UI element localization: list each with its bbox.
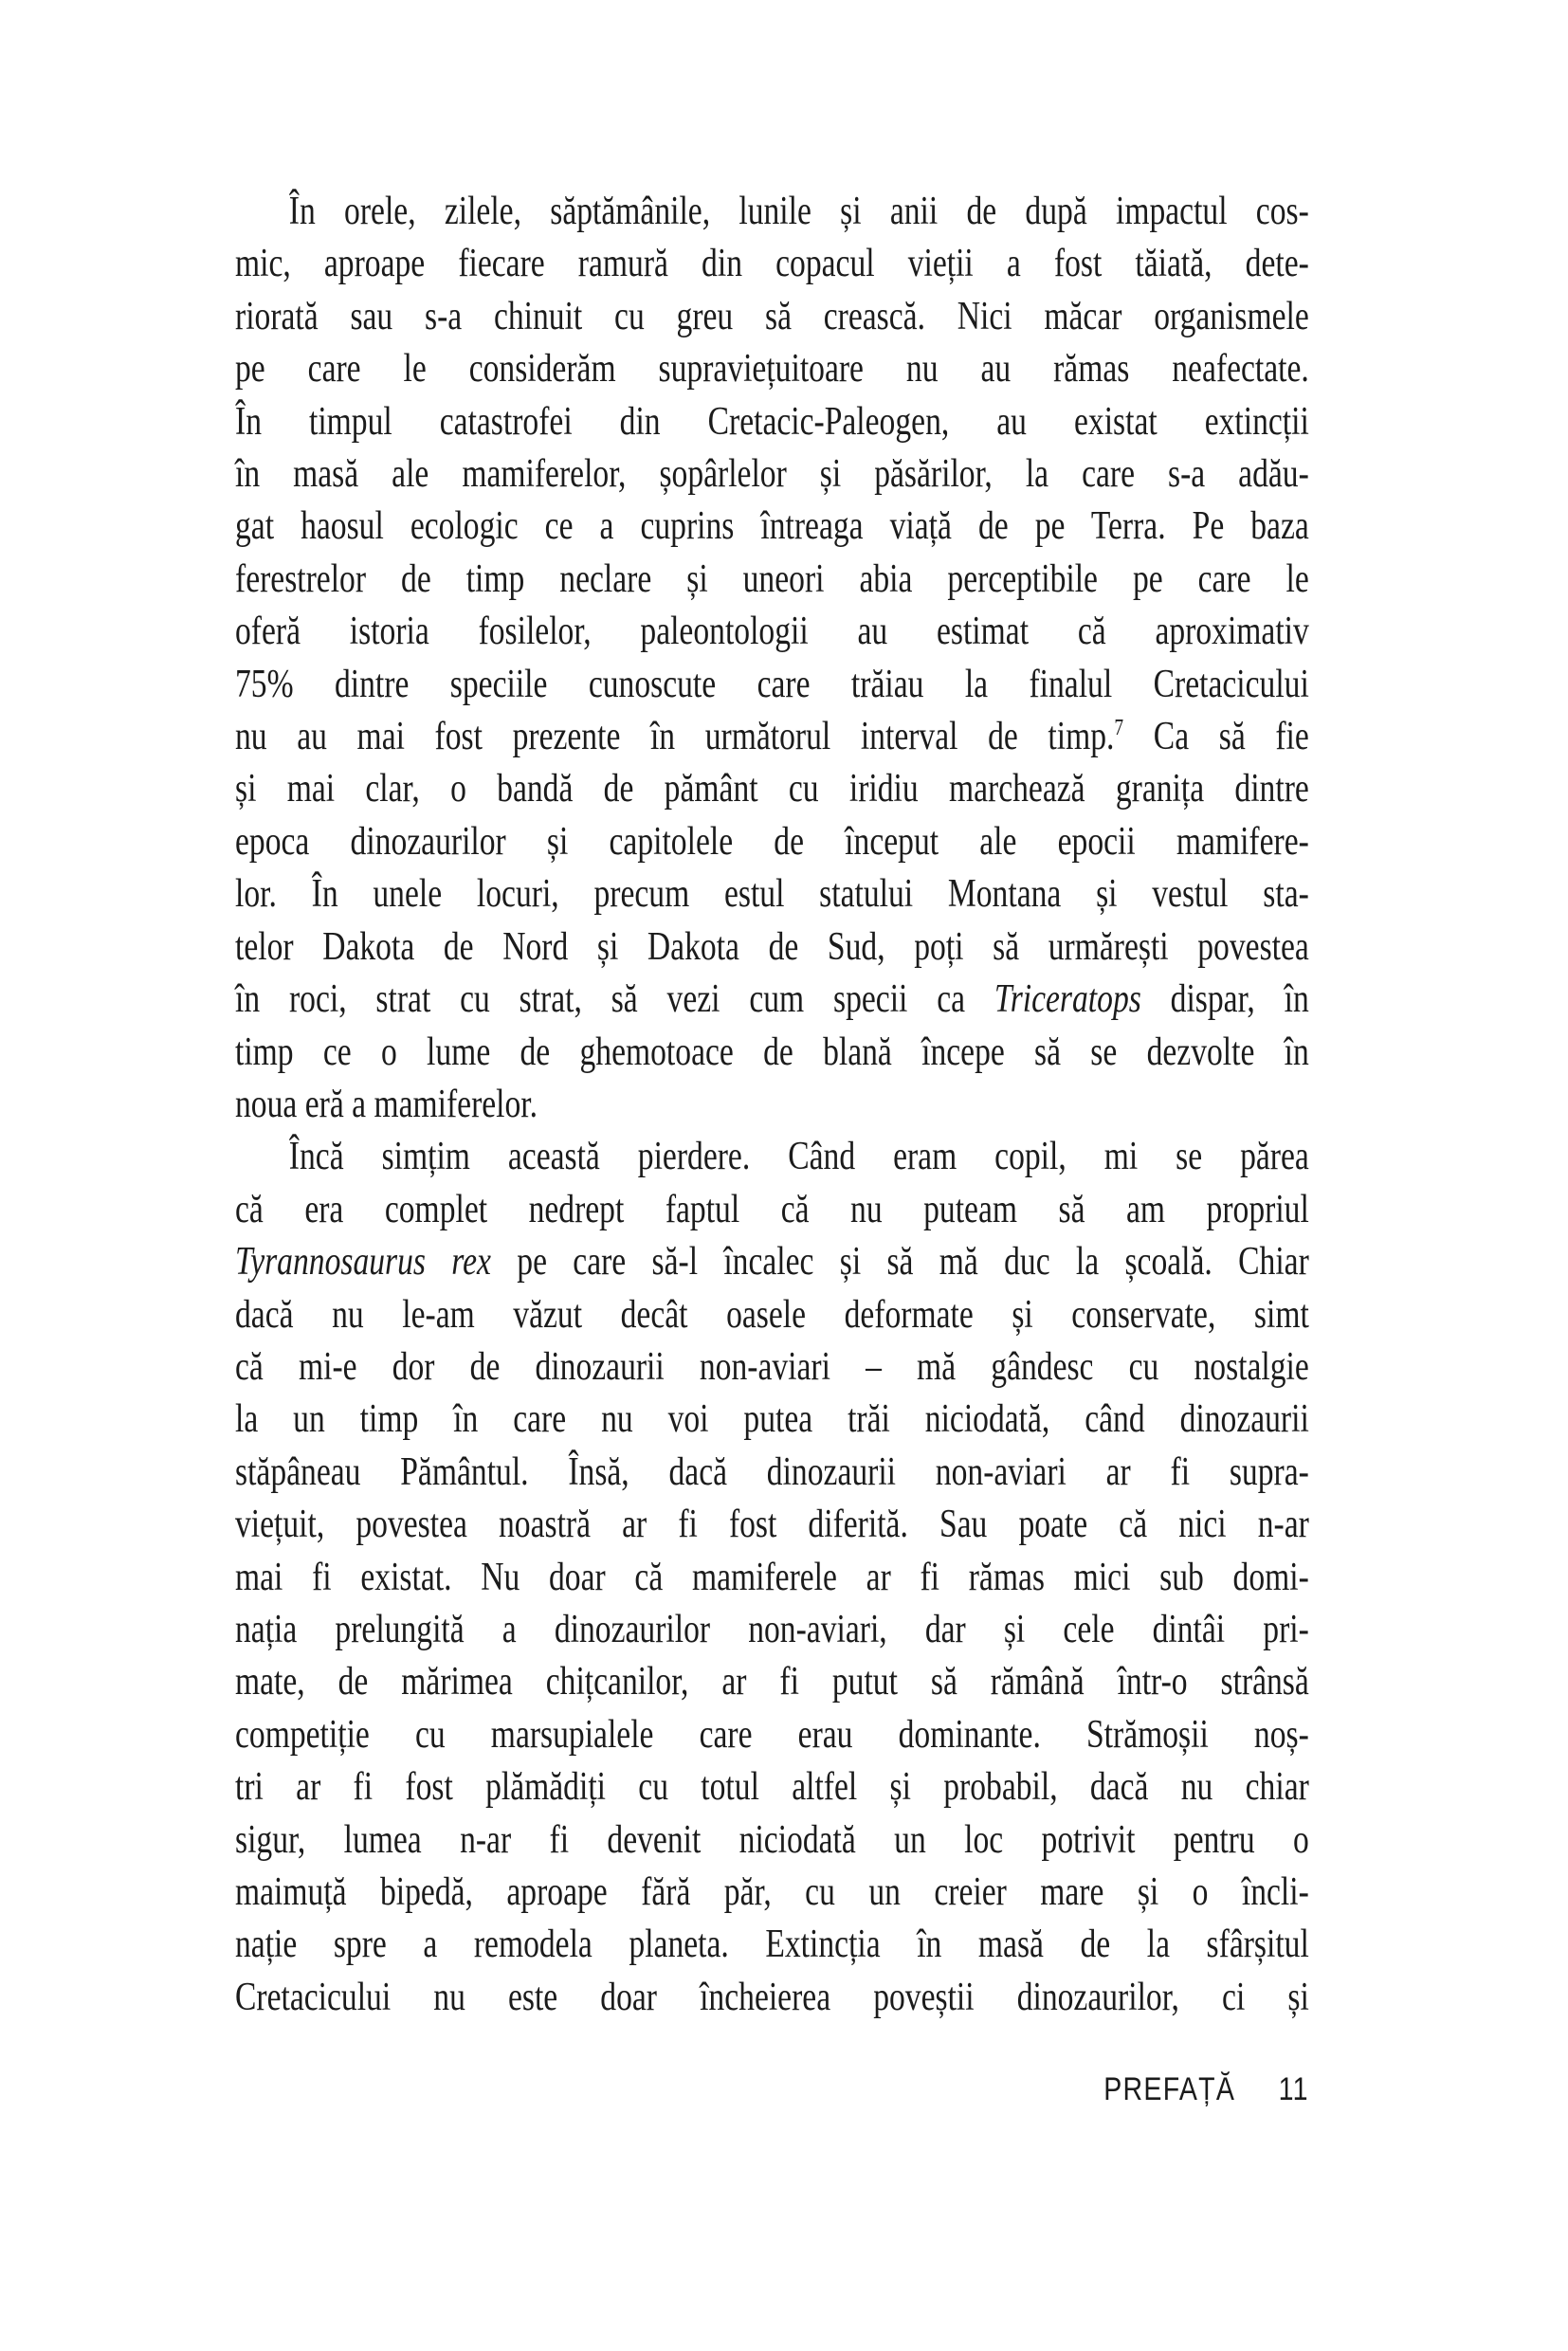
text-segment: în masă ale mamiferelor, șopârlelor și păsărilor, la care s-a adău- [235,452,1309,497]
text-line [235,974,1309,1026]
text-line [235,921,1309,974]
text-line [235,711,1309,763]
text-line [235,1604,1309,1656]
text-line [235,1709,1309,1761]
page-footer [1104,2071,1309,2108]
text-line [235,501,1309,553]
text-line [235,1867,1309,1919]
footer-section-label: PREFAȚĂ [1103,2071,1236,2107]
text-segment: în roci, strat cu strat, să vezi cum specii ca [235,977,994,1022]
text-line [235,343,1309,395]
text-line [235,291,1309,343]
text-line [235,396,1309,448]
text-segment: oferă istoria fosilelor, paleontologii au estimat că aproximativ [235,610,1309,654]
text-line [235,1184,1309,1236]
text-line [235,1919,1309,1971]
text-segment: ferestrelor de timp neclare și uneori abia perceptibile pe care le [235,556,1309,601]
text-line [235,1972,1309,2024]
text-segment: telor Dakota de Nord și Dakota de Sud, poți să urmărești povestea [235,924,1309,969]
text-segment: În orele, zilele, săptămânile, lunile și anii de după impactul cos- [288,190,1309,233]
text-line [235,1341,1309,1394]
text-segment: lor. În unele locuri, precum estul statului Montana și vestul sta- [235,872,1309,917]
text-line [235,868,1309,920]
footnote-reference: 7 [1114,715,1124,741]
text-line [235,816,1309,868]
text-segment: și mai clar, o bandă de pământ cu iridiu marchează granița dintre [235,767,1309,811]
text-line [235,238,1309,290]
text-segment: mic, aproape fiecare ramură din copacul vieții a fost tăiată, dete- [235,242,1309,286]
text-segment: dacă nu le-am văzut decât oasele deformate și conservate, simt [235,1292,1309,1337]
species-name-italic: Triceratops [994,977,1141,1022]
text-segment: Ca să fie [1123,715,1309,759]
text-line [235,1499,1309,1551]
text-line [235,1236,1309,1288]
text-segment: viețuit, povestea noastră ar fi fost diferită. Sau poate că nici n-ar [235,1503,1309,1547]
text-segment: pe care să-l încalec și să mă duc la școală. Chiar [490,1240,1309,1285]
text-line [235,554,1309,606]
text-segment: stăpâneau Pământul. Însă, dacă dinozaurii non-aviari ar fi supra- [235,1449,1309,1494]
text-segment: maimuță bipedă, aproape fără păr, cu un creier mare și o încli- [235,1870,1309,1914]
text-segment: Încă simțim această pierdere. Când eram copil, mi se părea [288,1135,1309,1179]
text-segment: epoca dinozaurilor și capitolele de început ale epocii mamifere- [235,819,1309,864]
text-line [235,1814,1309,1867]
text-line [235,1656,1309,1708]
text-segment: tri ar fi fost plămădiți cu totul altfel și probabil, dacă nu chiar [235,1765,1309,1810]
text-segment: Cretacicului nu este doar încheierea poveștii dinozaurilor, ci și [235,1975,1309,2019]
text-segment: că mi-e dor de dinozaurii non-aviari – mă gândesc cu nostalgie [235,1344,1309,1389]
text-line [235,1761,1309,1813]
text-segment: dispar, în [1140,977,1309,1022]
text-segment: 75% dintre speciile cunoscute care trăiau la finalul Cretacicului [235,662,1309,706]
text-segment: sigur, lumea n-ar fi devenit niciodată un loc potrivit pentru o [235,1817,1309,1862]
text-segment: riorată sau s-a chinuit cu greu să crească. Nici măcar organismele [235,294,1309,338]
text-line [235,1027,1309,1079]
text-segment: gat haosul ecologic ce a cuprins întreaga viață de pe Terra. Pe baza [235,504,1309,549]
text-segment: la un timp în care nu voi putea trăi niciodată, când dinozaurii [235,1397,1309,1442]
text-line [235,606,1309,658]
text-line [235,1552,1309,1604]
text-segment: nația prelungită a dinozaurilor non-aviari, dar și cele dintâi pri- [235,1607,1309,1651]
text-line [235,1289,1309,1341]
species-name-italic: Tyrannosaurus rex [235,1240,491,1285]
text-segment: că era complet nedrept faptul că nu puteam să am propriul [235,1187,1309,1231]
text-segment: mate, de mărimea chițcanilor, ar fi putut să rămână într-o strânsă [235,1660,1309,1704]
text-line [235,659,1309,711]
page-body-text [235,186,1309,2024]
text-line [235,448,1309,501]
text-segment: competiție cu marsupialele care erau dominante. Strămoșii noș- [235,1712,1309,1757]
text-segment: În timpul catastrofei din Cretacic-Paleogen, au existat extincții [235,399,1309,444]
footer-page-number: 11 [1278,2071,1309,2107]
text-segment: noua eră a mamiferelor. [235,1082,538,1126]
text-line [235,1447,1309,1499]
text-segment: nu au mai fost prezente în următorul interval de timp. [235,715,1115,759]
text-segment: mai fi existat. Nu doar că mamiferele ar fi rămas mici sub domi- [235,1555,1309,1599]
text-line [235,1131,1309,1183]
text-line [235,763,1309,815]
text-line [235,1394,1309,1446]
text-line [235,1079,1309,1131]
text-segment: timp ce o lume de ghemotoace de blană începe să se dezvolte în [235,1030,1309,1074]
text-segment: pe care le considerăm supraviețuitoare nu au rămas neafectate. [235,347,1309,392]
text-line [235,186,1309,238]
text-segment: nație spre a remodela planeta. Extincția în masă de la sfârșitul [235,1923,1309,1967]
